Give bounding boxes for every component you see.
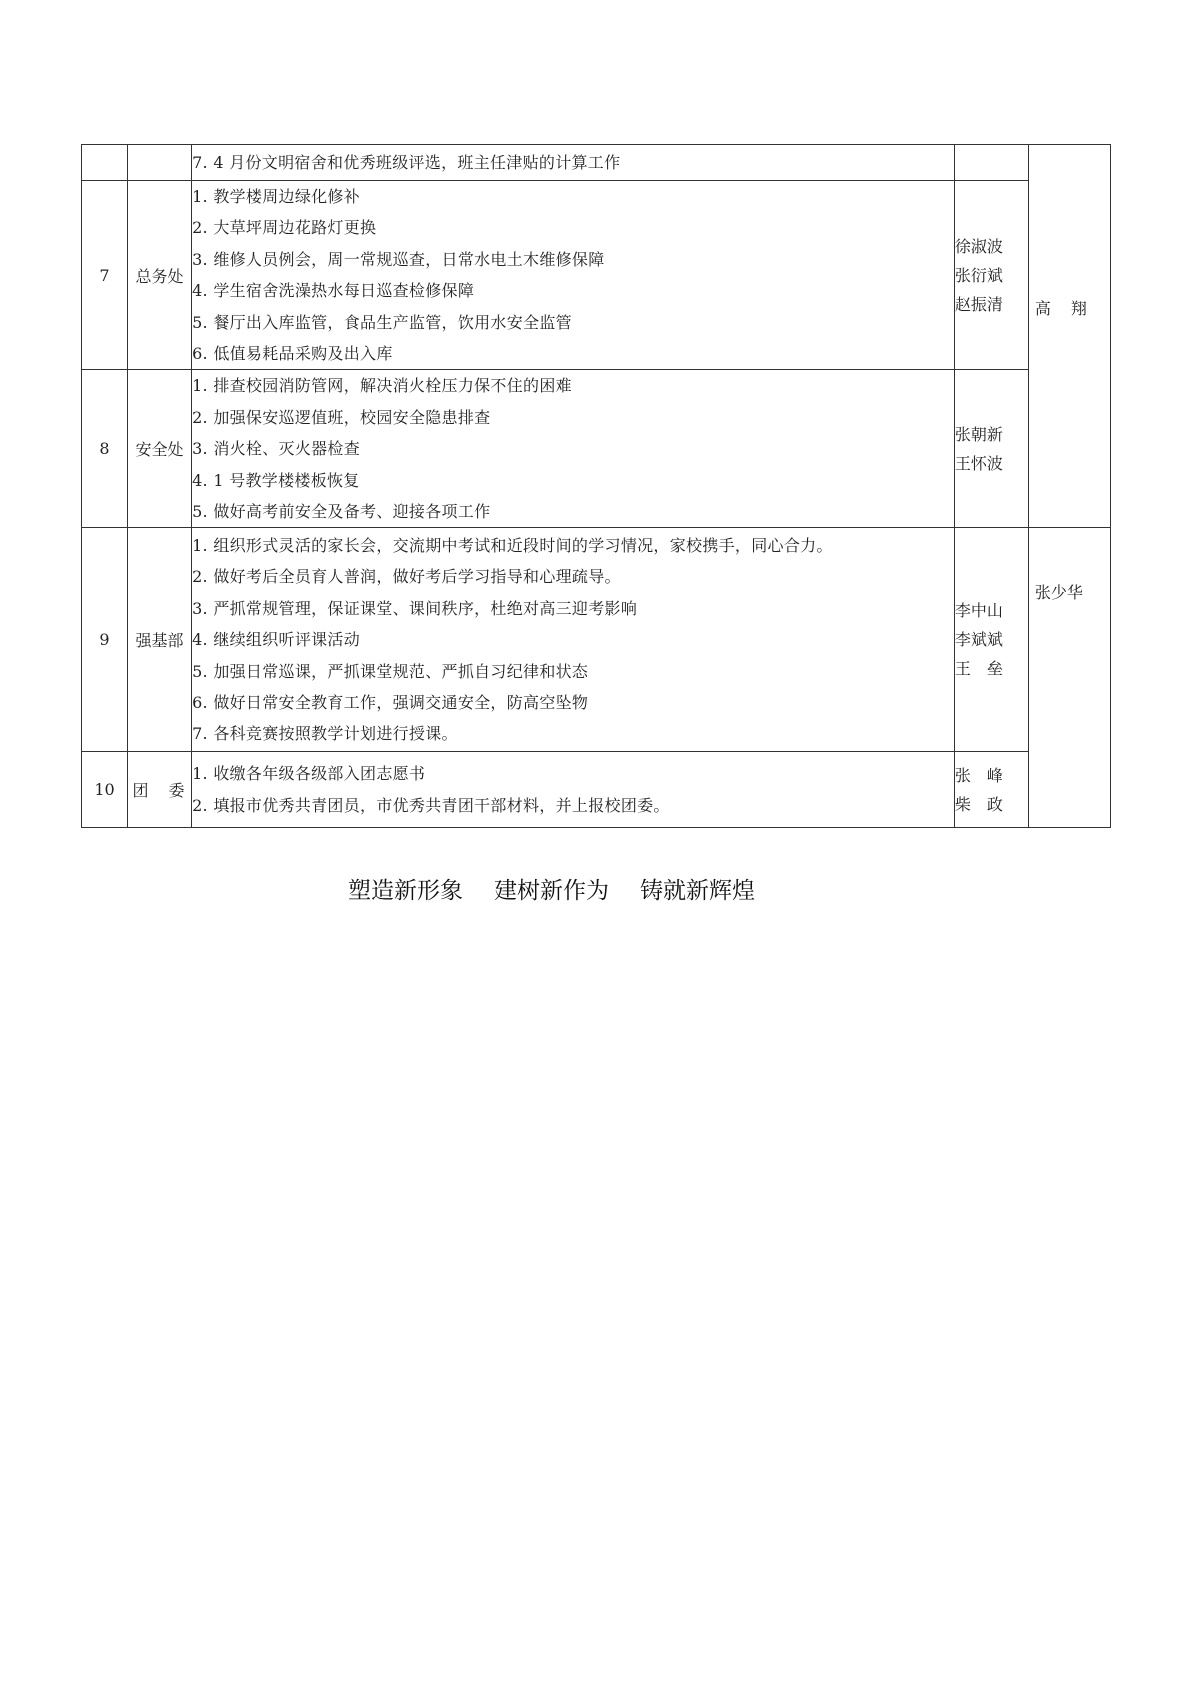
person-name: 徐淑波 xyxy=(954,236,1003,256)
slogan-phrase: 建树新作为 xyxy=(494,878,609,904)
person-name: 张衍斌 xyxy=(954,265,1003,285)
task-item: 1. 组织形式灵活的家长会，交流期中考试和近段时间的学习情况，家校携手，同心合力。 xyxy=(192,535,833,555)
task-item: 2. 做好考后全员育人普润，做好考后学习指导和心理疏导。 xyxy=(192,567,621,587)
task-item: 7. 各科竞赛按照教学计划进行授课。 xyxy=(192,724,458,744)
department-name: 团 委 xyxy=(128,752,192,828)
responsible-people xyxy=(954,145,1028,181)
task-item: 4. 学生宿舍洗澡热水每日巡查检修保障 xyxy=(192,281,475,301)
person-name: 王怀波 xyxy=(954,453,1003,473)
task-item: 4. 继续组织听评课活动 xyxy=(192,630,361,650)
task-item: 1. 排查校园消防管网，解决消火栓压力保不住的困难 xyxy=(192,376,572,396)
person-name: 赵振清 xyxy=(954,294,1003,314)
task-list xyxy=(192,528,955,752)
task-item: 6. 做好日常安全教育工作，强调交通安全，防高空坠物 xyxy=(192,692,589,712)
task-item: 6. 低值易耗品采购及出入库 xyxy=(192,343,393,363)
table-row xyxy=(82,145,1111,181)
row-number: 9 xyxy=(82,528,128,752)
task-list xyxy=(192,752,955,828)
task-item: 1. 教学楼周边绿化修补 xyxy=(192,187,361,206)
task-list xyxy=(192,145,955,181)
task-item: 2. 加强保安巡逻值班，校园安全隐患排查 xyxy=(192,407,491,427)
person-name: 李斌斌 xyxy=(954,630,1003,650)
supervising-leader-cell xyxy=(1028,528,1110,828)
person-name: 柴 政 xyxy=(954,794,1003,814)
department-name: 安全处 xyxy=(128,370,192,528)
task-list xyxy=(192,181,955,370)
task-item: 7. 4 月份文明宿舍和优秀班级评选，班主任津贴的计算工作 xyxy=(192,152,621,172)
task-item: 5. 餐厅出入库监管，食品生产监管，饮用水安全监管 xyxy=(192,312,572,332)
person-name: 王 垒 xyxy=(954,659,1003,679)
responsible-people xyxy=(954,752,1028,828)
person-name: 张朝新 xyxy=(954,424,1003,444)
work-plan-table xyxy=(81,144,1111,828)
task-item: 2. 大草坪周边花路灯更换 xyxy=(192,218,377,238)
task-item: 4. 1 号教学楼楼板恢复 xyxy=(192,470,360,490)
table-row xyxy=(82,752,1111,828)
supervising-leader-name: 张少华 xyxy=(1034,583,1083,603)
row-number: 7 xyxy=(82,181,128,370)
department-name: 强基部 xyxy=(128,528,192,752)
supervising-leader-cell xyxy=(1028,145,1110,528)
row-number: 10 xyxy=(82,752,128,828)
responsible-people xyxy=(954,370,1028,528)
person-name: 李中山 xyxy=(954,601,1003,621)
work-plan-body xyxy=(82,145,1111,828)
task-item: 1. 收缴各年级各级部入团志愿书 xyxy=(192,764,426,784)
slogan-phrase: 塑造新形象 xyxy=(348,878,463,904)
task-item: 5. 加强日常巡课，严抓课堂规范、严抓自习纪律和状态 xyxy=(192,661,589,681)
task-item: 5. 做好高考前安全及备考、迎接各项工作 xyxy=(192,501,491,521)
row-number xyxy=(82,145,128,181)
department-name: 总务处 xyxy=(128,181,192,370)
person-name: 张 峰 xyxy=(954,765,1003,785)
table-row xyxy=(82,181,1111,370)
responsible-people xyxy=(954,528,1028,752)
department-name xyxy=(128,145,192,181)
responsible-people xyxy=(954,181,1028,370)
slogan-phrase: 铸就新辉煌 xyxy=(640,878,755,904)
row-number: 8 xyxy=(82,370,128,528)
task-item: 3. 维修人员例会，周一常规巡查，日常水电土木维修保障 xyxy=(192,249,605,269)
task-item: 2. 填报市优秀共青团员，市优秀共青团干部材料，并上报校团委。 xyxy=(192,795,670,815)
task-item: 3. 消火栓、灭火器检查 xyxy=(192,439,361,459)
supervising-leader-name: 高 翔 xyxy=(1034,299,1089,318)
task-list xyxy=(192,370,955,528)
table-row xyxy=(82,528,1111,752)
table-row xyxy=(82,370,1111,528)
plan-sheet xyxy=(81,144,1111,828)
task-item: 3. 严抓常规管理，保证课堂、课间秩序，杜绝对高三迎考影响 xyxy=(192,598,638,618)
